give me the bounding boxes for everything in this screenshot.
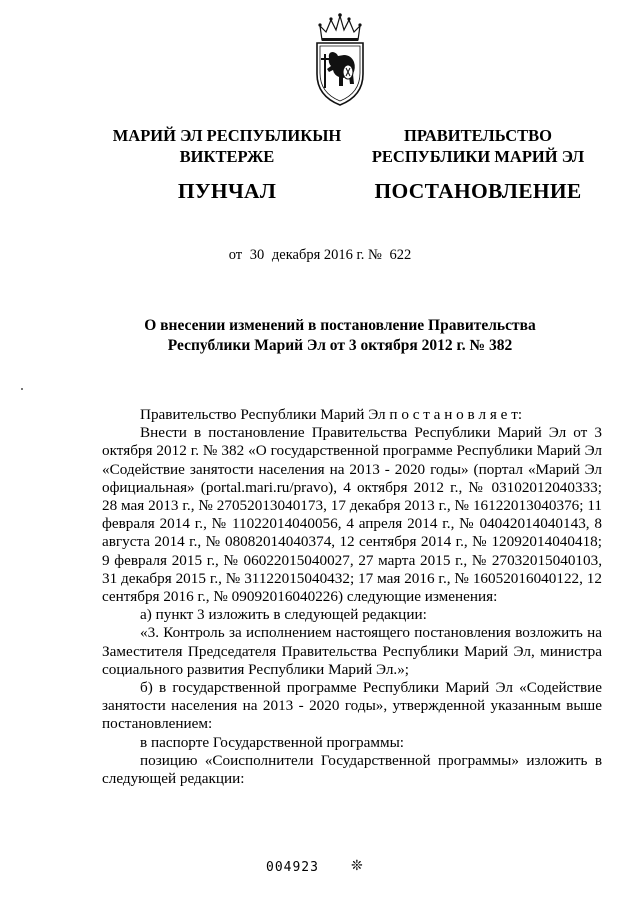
scan-speck — [21, 388, 23, 390]
coat-of-arms-emblem — [310, 12, 370, 108]
body-paragraph: Внести в постановление Правительства Республики Марий Эл от 3 октября 2012 г. № 382 «О государственной программе Республики Марий Эл «Содействие занятости населения на 2013 - 2020 годы» (портал «Марий Эл официальная» (portal.mari.ru/pravo), 4 октября 2012 г., № 03102012040333; 28 мая 2013 г., № 27052013040173, 17 декабря 2013 г., № 16122013040376; 11 февраля 2014 г., № 11022014040056, 4 апреля 2014 г., № 04042014040143, 8 августа 2014 г., № 08082014040374, 12 сентября 2014 г., № 12092014040418; 9 февраля 2015 г., № 06022015040027, 27 марта 2015 г., № 27032015040103, 31 декабря 2015 г., № 31122015040432; 17 мая 2016 г., № 16052016040122, 12 сентября 2016 г., № 09092016040226) следующие изменения: — [102, 424, 602, 606]
body-paragraph: «3. Контроль за исполнением настоящего постановления возложить на Заместителя Председателя Правительства Республики Марий Эл, министра социального развития Республики Марий Эл.»; — [102, 624, 602, 678]
footer-mark: ❊ — [351, 859, 363, 874]
header-right-line1: ПРАВИТЕЛЬСТВО — [404, 126, 552, 145]
header-left-line1: МАРИЙ ЭЛ РЕСПУБЛИКЫН — [112, 126, 342, 145]
date-month-year: декабря 2016 г. № — [271, 247, 382, 263]
header-right-doc-type: ПОСТАНОВЛЕНИЕ — [374, 179, 582, 203]
body-paragraph: б) в государственной программе Республики Марий Эл «Содействие занятости населения на 2013 - 2020 годы», утвержденной указанным выше постановлением: — [102, 679, 602, 733]
title-line2: Республики Марий Эл от 3 октября 2012 г. № 382 — [167, 337, 513, 354]
document-body — [102, 406, 602, 788]
date-prefix: от — [228, 247, 243, 263]
document-title — [60, 316, 620, 356]
header-left-line2: ВИКТЕРЖЕ — [179, 147, 275, 166]
date-day: 30 — [249, 247, 265, 263]
document-number: 622 — [389, 247, 412, 263]
title-line1: О внесении изменений в постановление Правительства — [144, 317, 536, 334]
body-paragraph: позицию «Соисполнители Государственной программы» изложить в следующей редакции: — [102, 751, 602, 788]
body-paragraph: а) пункт 3 изложить в следующей редакции: — [140, 606, 427, 624]
document-date-line — [0, 247, 640, 264]
header-right-block — [366, 125, 590, 204]
header-right-line2: РЕСПУБЛИКИ МАРИЙ ЭЛ — [371, 147, 585, 166]
body-paragraph: в паспорте Государственной программы: — [140, 733, 405, 751]
header-left-block — [106, 125, 348, 204]
footer-serial-number: 004923 — [266, 860, 319, 875]
body-paragraph: Правительство Республики Марий Эл п о с т а н о в л я е т: — [140, 406, 523, 423]
header-left-doc-type: ПУНЧАЛ — [177, 179, 277, 203]
